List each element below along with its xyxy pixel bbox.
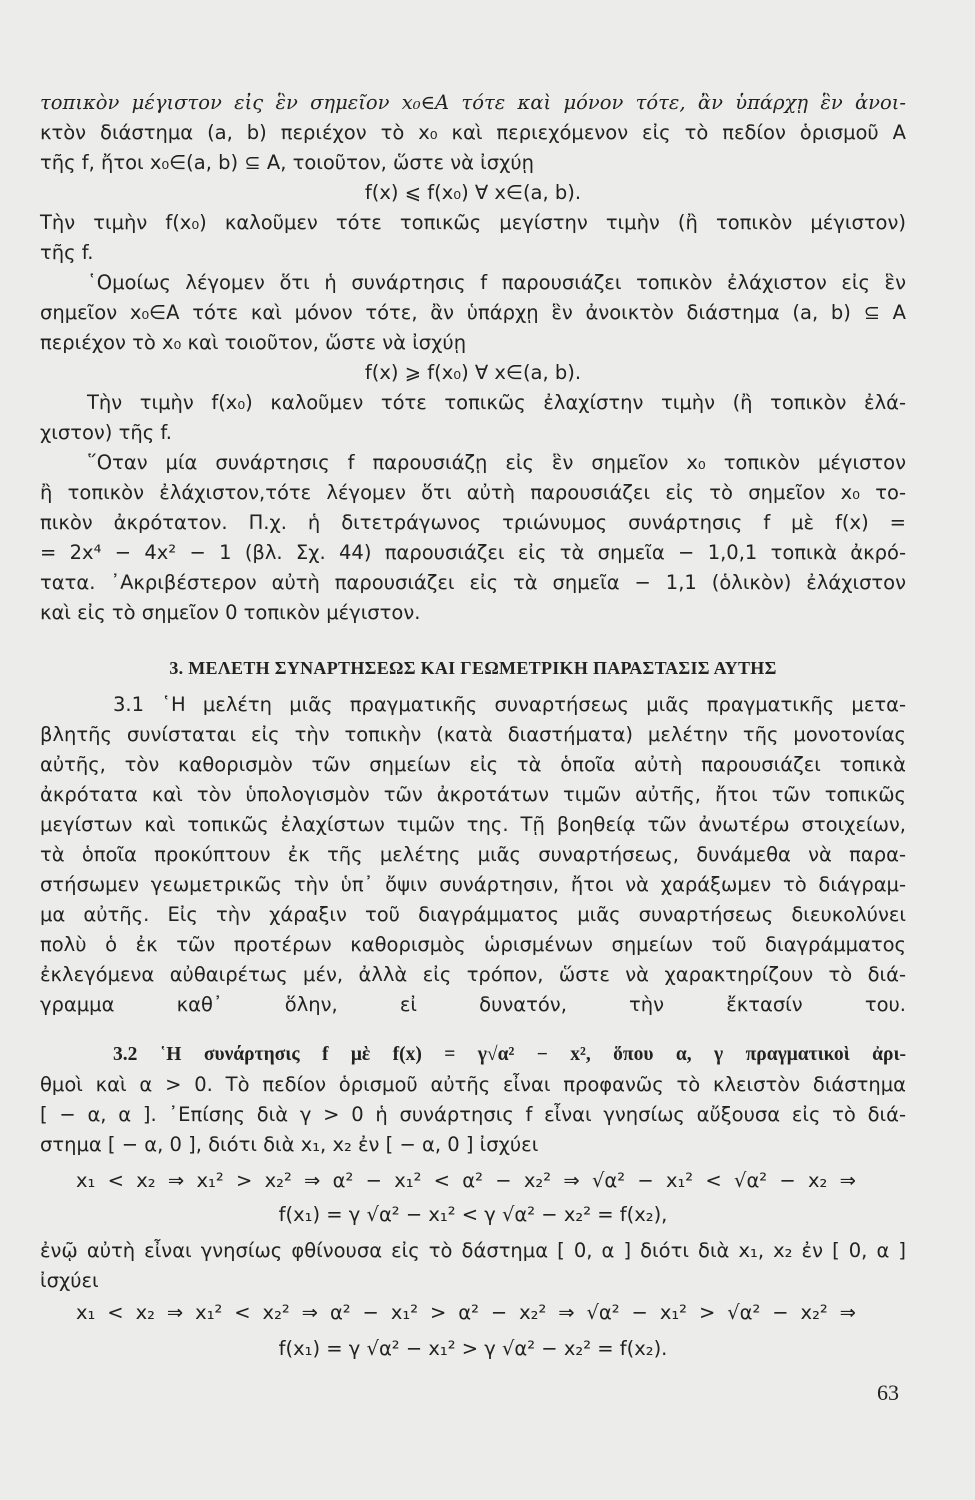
text-line: τατα. ᾿Ακριβέστερον αὐτὴ παρουσιάζει εἰς τὰ σημεῖα − 1,1 (ὁλικὸν) ἐλάχιστον bbox=[40, 571, 906, 594]
text-line: Τὴν τιμὴν f(x₀) καλοῦμεν τότε τοπικῶς μεγίστην τιμὴν (ἢ τοπικὸν μέγιστον) bbox=[40, 211, 906, 234]
paragraph-start-line: 3.1 ῾Η μελέτη μιᾶς πραγματικῆς συναρτήσεως μιᾶς πραγματικῆς μετα- bbox=[113, 693, 906, 716]
text-line: ἐκλεγόμενα αὐθαιρέτως μέν, ἀλλὰ εἰς τρόπον, ὥστε νὰ χαρακτηρίζουν τὸ διά- bbox=[40, 963, 906, 986]
formula-line: f(x) ⩽ f(x₀) ∀ x∈(a, b). bbox=[364, 181, 582, 204]
text-line: τῆς f. bbox=[40, 241, 94, 264]
page-number: 63 bbox=[877, 1380, 899, 1405]
paragraph-start-line: 3.2 ῾Η συνάρτησις f μὲ f(x) = γ√α² − x², ὅπου α, γ πραγματικοὶ ἀρι- bbox=[113, 1044, 906, 1065]
text-line: στημα [ − α, 0 ], διότι διὰ x₁, x₂ ἐν [ − α, 0 ] ἰσχύει bbox=[40, 1133, 539, 1156]
text-line: περιέχον τὸ x₀ καὶ τοιοῦτον, ὥστε νὰ ἰσχύῃ bbox=[40, 331, 467, 354]
formula-line: f(x) ⩾ f(x₀) ∀ x∈(a, b). bbox=[364, 361, 582, 384]
text-line: καὶ εἰς τὸ σημεῖον 0 τοπικὸν μέγιστον. bbox=[40, 601, 421, 624]
text-line: μα αὐτῆς. Εἰς τὴν χάραξιν τοῦ διαγράμματος μιᾶς συναρτήσεως διευκολύνει bbox=[40, 903, 906, 926]
text-line: θμοὶ καὶ α > 0. Τὸ πεδίον ὁρισμοῦ αὐτῆς εἶναι προφανῶς τὸ κλειστὸν διάστημα bbox=[40, 1073, 906, 1096]
text-line: αὐτῆς, τὸν καθορισμὸν τῶν σημείων εἰς τὰ ὁποῖα αὐτὴ παρουσιάζει τοπικὰ bbox=[40, 753, 906, 776]
text-line: γραμμα καθ᾿ ὅλην, εἰ δυνατόν, τὴν ἔκτασίν του. bbox=[40, 993, 906, 1016]
text-line: ἐνῷ αὐτὴ εἶναι γνησίως φθίνουσα εἰς τὸ δάστημα [ 0, α ] διότι διὰ x₁, x₂ ἐν [ 0, α ] bbox=[40, 1239, 906, 1262]
text-line: τὰ ὁποῖα προκύπτουν ἐκ τῆς μελέτης μιᾶς συναρτήσεως, δυνάμεθα νὰ παρα- bbox=[40, 843, 906, 866]
section-heading: 3. ΜΕΛΕΤΗ ΣΥΝΑΡΤΗΣΕΩΣ ΚΑΙ ΓΕΩΜΕΤΡΙΚΗ ΠΑΡΑΣΤΑΣΙΣ ΑΥΤΗΣ bbox=[169, 658, 777, 678]
text-line: τῆς f, ἤτοι x₀∈(a, b) ⊆ A, τοιοῦτον, ὥστε νὰ ἰσχύῃ bbox=[40, 151, 535, 174]
text-line: ἢ τοπικὸν ἐλάχιστον,τότε λέγομεν ὅτι αὐτὴ παρουσιάζει εἰς τὸ σημεῖον x₀ το- bbox=[40, 481, 906, 504]
text-line: τοπικὸν μέγιστον εἰς ἓν σημεῖον x₀∈A τότε καὶ μόνον τότε, ἂν ὑπάρχῃ ἓν ἀνοι- bbox=[40, 91, 906, 114]
paragraph-start-line: ῞Οταν μία συνάρτησις f παρουσιάζῃ εἰς ἓν σημεῖον x₀ τοπικὸν μέγιστον bbox=[87, 451, 906, 474]
text-line: ἀκρότατα καὶ τὸν ὑπολογισμὸν τῶν ἀκροτάτων τιμῶν αὐτῆς, ἤτοι τῶν τοπικῶς bbox=[40, 783, 906, 806]
text-line: κτὸν διάστημα (a, b) περιέχον τὸ x₀ καὶ περιεχόμενον εἰς τὸ πεδίον ὁρισμοῦ A bbox=[40, 121, 906, 144]
text-line: βλητῆς συνίσταται εἰς τὴν τοπικὴν (κατὰ διαστήματα) μελέτην τῆς μονοτονίας bbox=[40, 723, 906, 746]
text-line: στήσωμεν γεωμετρικῶς τὴν ὑπ᾿ ὄψιν συνάρτησιν, ἤτοι νὰ χαράξωμεν τὸ διάγραμ- bbox=[40, 873, 906, 896]
text-line: μεγίστων καὶ τοπικῶς ἐλαχίστων τιμῶν της. Τῇ βοηθείᾳ τῶν ἀνωτέρω στοιχείων, bbox=[40, 813, 906, 836]
formula-line: f(x₁) = γ √α² − x₁² < γ √α² − x₂² = f(x₂), bbox=[278, 1203, 668, 1226]
text-line: [ − α, α ]. ᾿Επίσης διὰ γ > 0 ἡ συνάρτησις f εἶναι γνησίως αὔξουσα εἰς τὸ διά- bbox=[40, 1103, 906, 1126]
paragraph-start-line: ῾Ομοίως λέγομεν ὅτι ἡ συνάρτησις f παρουσιάζει τοπικὸν ἐλάχιστον εἰς ἓν bbox=[87, 271, 906, 294]
formula-line: x₁ < x₂ ⇒ x₁² < x₂² ⇒ α² − x₁² > α² − x₂² ⇒ √α² − x₁² > √α² − x₂² ⇒ bbox=[76, 1301, 856, 1324]
text-line: ἰσχύει bbox=[40, 1269, 99, 1292]
formula-line: f(x₁) = γ √α² − x₁² > γ √α² − x₂² = f(x₂). bbox=[278, 1337, 668, 1360]
text-line: Τὴν τιμὴν f(x₀) καλοῦμεν τότε τοπικῶς ἐλαχίστην τιμὴν (ἢ τοπικὸν ἐλά- bbox=[87, 391, 906, 414]
text-line: = 2x⁴ − 4x² − 1 (βλ. Σχ. 44) παρουσιάζει εἰς τὰ σημεῖα − 1,0,1 τοπικὰ ἀκρό- bbox=[40, 541, 906, 564]
text-line: πολὺ ὁ ἐκ τῶν προτέρων καθορισμὸς ὡρισμένων σημείων τοῦ διαγράμματος bbox=[40, 933, 906, 956]
text-line: σημεῖον x₀∈A τότε καὶ μόνον τότε, ἂν ὑπάρχῃ ἓν ἀνοικτὸν διάστημα (a, b) ⊆ A bbox=[40, 301, 906, 324]
formula-line: x₁ < x₂ ⇒ x₁² > x₂² ⇒ α² − x₁² < α² − x₂² ⇒ √α² − x₁² < √α² − x₂ ⇒ bbox=[76, 1169, 856, 1192]
text-line: χιστον) τῆς f. bbox=[40, 421, 172, 444]
text-line: πικὸν ἀκρότατον. Π.χ. ἡ διτετράγωνος τριώνυμος συνάρτησις f μὲ f(x) = bbox=[40, 511, 906, 534]
